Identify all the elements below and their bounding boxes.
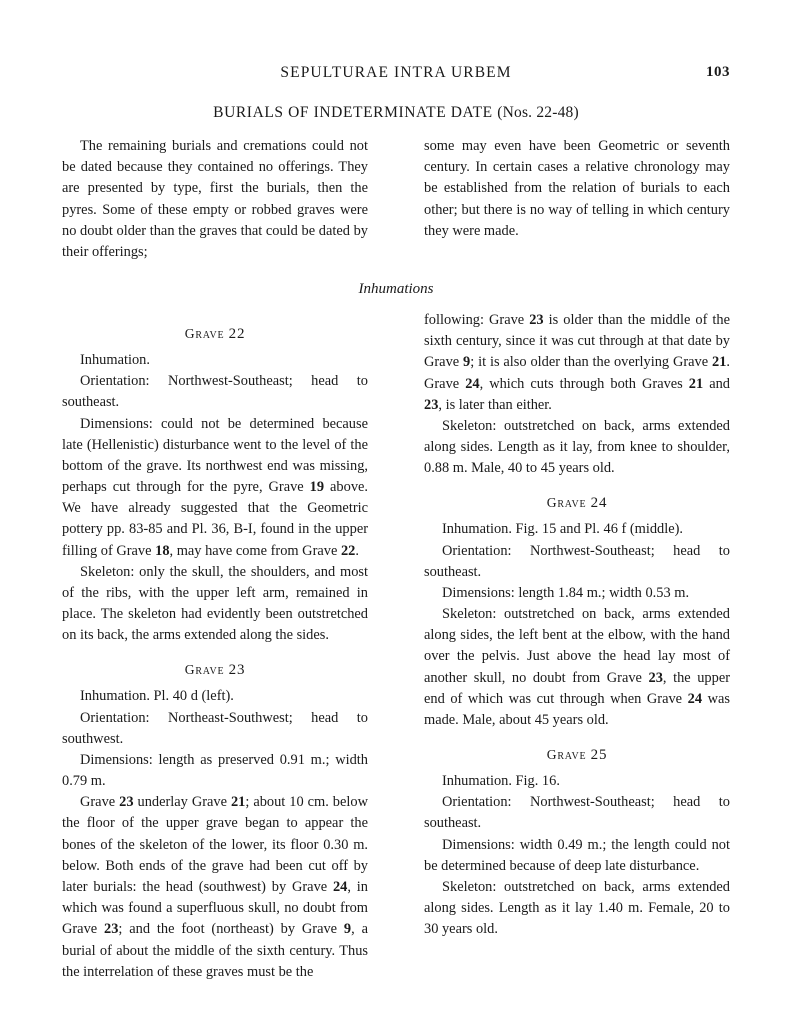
section-title-numbers: (Nos. 22-48) bbox=[497, 104, 579, 121]
grave-23-heading bbox=[62, 662, 368, 679]
grave-22-paragraph-3: Dimensions: could not be determined because late (Hellenistic) disturbance went to the level of the bottom of the grave. Its northwest end was missing, perhaps cut through for the pyre, Grave 19 above. We have already suggested that the Geometric pottery pp. 83-85 and Pl. 36, B-I, found in the upper filling of Grave 18, may have come from Grave 22. bbox=[62, 415, 369, 559]
grave-23-heading-word: Grave bbox=[184, 662, 225, 678]
grave-25-heading-number: 25 bbox=[590, 747, 608, 764]
grave-24-paragraph-4: Skeleton: outstretched on back, arms extended along sides, the left bent at the elbow, with the hand over the pelvis. Just above the head lay most of another skull, no doubt from Grave 23, the upper end of which was cut through when Grave 24 was made. Male, about 45 years old. bbox=[424, 606, 731, 728]
intro-column-left bbox=[62, 136, 368, 263]
grave-25-paragraph-2: Orientation: Northwest-Southeast; head to southeast. bbox=[424, 794, 730, 832]
grave-23-paragraph-4: Grave 23 underlay Grave 21; about 10 cm. below the floor of the upper grave began to appear the bones of the skeleton of the lower, its floor 0.30 m. below. Both ends of the grave had been cut off by later burials: the head (southwest) by Grave 24, in which was found a superfluous skull, no doubt from Grave 23; and the foot (northeast) by Grave 9, a burial of about the middle of the sixth century. Thus the interrelation of these graves must be the bbox=[62, 794, 368, 980]
grave-24-paragraph-2: Orientation: Northwest-Southeast; head to southeast. bbox=[424, 542, 730, 580]
grave-23-paragraph-3: Dimensions: length as preserved 0.91 m.; width 0.79 m. bbox=[62, 751, 368, 790]
grave-23-paragraph-2: Orientation: Northeast-Southwest; head to southwest. bbox=[62, 709, 368, 747]
intro-columns bbox=[62, 136, 730, 263]
grave-22-paragraph-2: Orientation: Northwest-Southeast; head to southeast. bbox=[62, 373, 368, 411]
grave-22-heading-word: Grave bbox=[184, 326, 225, 342]
grave-25-paragraph-1: Inhumation. Fig. 16. bbox=[442, 773, 560, 790]
grave-23-paragraph-5: following: Grave 23 is older than the middle of the sixth century, since it was cut through at that date by Grave 9; it is also older than the overlying Grave 21. Grave 24, which cuts through both Graves 21 and 23, is later than either. bbox=[424, 312, 731, 413]
grave-23-heading-number: 23 bbox=[228, 662, 246, 679]
grave-24-heading bbox=[424, 495, 730, 512]
grave-23-paragraph-6: Skeleton: outstretched on back, arms extended along sides. Length as it lay, from knee to shoulder, 0.88 m. Male, 40 to 45 years old. bbox=[424, 417, 730, 477]
grave-24-paragraph-1: Inhumation. Fig. 15 and Pl. 46 f (middle). bbox=[442, 521, 684, 538]
intro-column-right bbox=[424, 136, 730, 263]
grave-25-paragraph-4: Skeleton: outstretched on back, arms extended along sides. Length as it lay 1.40 m. Female, 20 to 30 years old. bbox=[424, 878, 730, 938]
grave-22-paragraph-4: Skeleton: only the skull, the shoulders, and most of the ribs, with the upper left arm, remained in place. The skeleton had evidently been outstretched on its back, the arms extended along the sides. bbox=[62, 563, 368, 644]
running-head-text: SEPULTURAE INTRA URBEM bbox=[280, 64, 512, 81]
grave-24-heading-number: 24 bbox=[590, 495, 608, 512]
grave-22-paragraph-1: Inhumation. bbox=[80, 352, 150, 369]
grave-25-paragraph-3: Dimensions: width 0.49 m.; the length could not be determined because of deep late disturbance. bbox=[424, 836, 730, 874]
grave-22-heading-number: 22 bbox=[228, 326, 246, 343]
running-head bbox=[62, 64, 730, 82]
grave-25-heading bbox=[424, 747, 730, 764]
grave-23-paragraph-1: Inhumation. Pl. 40 d (left). bbox=[80, 688, 234, 705]
grave-25-heading-word: Grave bbox=[546, 747, 587, 763]
grave-24-paragraph-3: Dimensions: length 1.84 m.; width 0.53 m. bbox=[442, 584, 690, 601]
body-column-right bbox=[424, 310, 730, 983]
body-columns bbox=[62, 310, 730, 983]
grave-24-heading-word: Grave bbox=[546, 495, 587, 511]
grave-22-heading bbox=[62, 326, 368, 343]
section-title-text: BURIALS OF INDETERMINATE DATE bbox=[213, 104, 493, 121]
intro-paragraph-right: some may even have been Geometric or seventh century. In certain cases a relative chronology may be established from the relation of burials to each other; but there is no way of telling in which century they were made. bbox=[424, 138, 730, 239]
page-number: 103 bbox=[706, 64, 730, 80]
section-title bbox=[62, 104, 730, 122]
inhumations-heading: Inhumations bbox=[358, 281, 434, 298]
intro-paragraph-left: The remaining burials and cremations could not be dated because they contained no offerings. They are presented by type, first the burials, then the pyres. Some of these empty or robbed graves were no doubt older than the graves that could be dated by their offerings; bbox=[62, 138, 368, 260]
body-column-left bbox=[62, 310, 368, 983]
